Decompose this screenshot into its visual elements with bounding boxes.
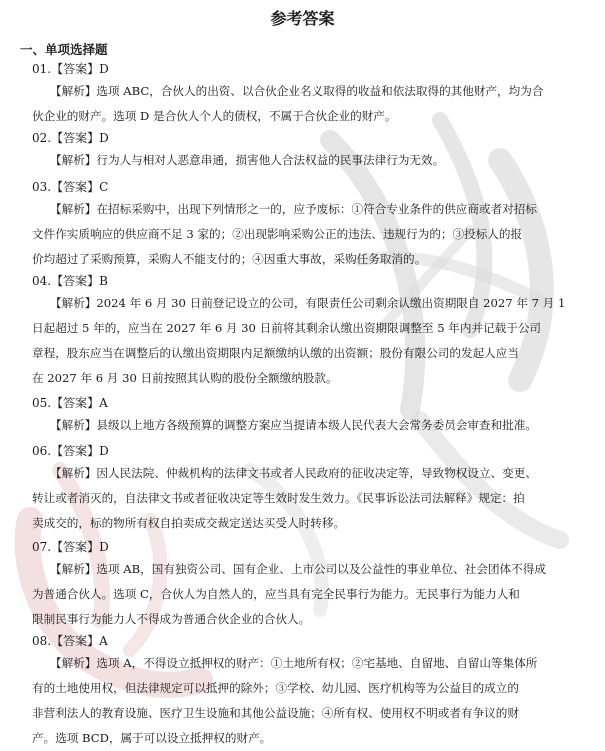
explanation-line: 价均超过了采购预算，采购人不能支付的；④因重大事故，采购任务取消的。 <box>32 252 427 266</box>
explanation-line: 伙企业的财产。选项 D 是合伙人个人的债权，不属于合伙企业的财产。 <box>32 109 397 123</box>
explanation-line: 有的土地使用权，但法律规定可以抵押的除外；③学校、幼儿园、医疗机构等为公益目的成立的 <box>32 681 519 695</box>
explanation-line: 【解析】县级以上地方各级预算的调整方案应当提请本级人民代表大会常务委员会审查和批准。 <box>50 418 537 432</box>
answer-line: 04.【答案】B <box>32 274 108 288</box>
explanation <box>32 291 587 391</box>
explanation <box>32 651 587 751</box>
explanation-line: 【解析】选项 A，不得设立抵押权的财产：①土地所有权；②宅基地、自留地、自留山等集体所 <box>50 656 538 670</box>
explanation-line: 【解析】在招标采购中，出现下列情形之一的，应予废标：①符合专业条件的供应商或者对招标 <box>50 202 537 216</box>
explanation-line: 限制民事行为能力人不得成为普通合伙企业的合伙人。 <box>32 612 311 626</box>
explanation-line: 产。选项 BCD，属于可以设立抵押权的财产。 <box>32 731 272 745</box>
explanation-line: 文件作实质响应的供应商不足 3 家的；②出现影响采购公正的违法、违规行为的；③投标人的报 <box>32 227 523 241</box>
answer-line: 01.【答案】D <box>32 62 109 76</box>
answer-line: 07.【答案】D <box>32 540 109 554</box>
explanation <box>32 197 587 272</box>
answer-line: 05.【答案】A <box>32 396 108 410</box>
explanation-line: 在 2027 年 6 月 30 日前按照其认购的股份全额缴纳股款。 <box>32 371 338 385</box>
explanation-line: 卖成交的，标的物所有权自拍卖成交裁定送达买受人时转移。 <box>32 516 346 530</box>
explanation <box>32 557 587 632</box>
explanation-line: 非营利法人的教育设施、医疗卫生设施和其他公益设施；④所有权、使用权不明或者有争议的财 <box>32 706 519 720</box>
explanation <box>32 79 587 129</box>
answer-line: 08.【答案】A <box>32 634 108 648</box>
explanation-line: 【解析】选项 AB，国有独资公司、国有企业、上市公司以及公益性的事业单位、社会团体不得成 <box>50 562 546 576</box>
explanation-line: 【解析】因人民法院、仲裁机构的法律文书或者人民政府的征收决定等，导致物权设立、变更、 <box>50 466 537 480</box>
explanation <box>32 461 587 536</box>
explanation-line: 【解析】选项 ABC，合伙人的出资、以合伙企业名义取得的收益和依法取得的其他财产，均为合 <box>50 84 544 98</box>
explanation-line: 转让或者消灭的，自法律文书或者征收决定等生效时发生效力。《民事诉讼法司法解释》规定：拍 <box>32 491 525 505</box>
explanation-line: 【解析】2024 年 6 月 30 日前登记设立的公司，有限责任公司剩余认缴出资期限自 2027 年 7 月 1 <box>50 296 566 310</box>
explanation-line: 章程，股东应当在调整后的认缴出资期限内足额缴纳认缴的出资额；股份有限公司的发起人应当 <box>32 346 519 360</box>
answer-line: 06.【答案】D <box>32 444 109 458</box>
section-title: 一、单项选择题 <box>20 42 108 57</box>
answer-line: 02.【答案】D <box>32 131 109 145</box>
answer-line: 03.【答案】C <box>32 180 109 194</box>
explanation-line: 日起超过 5 年的，应当在 2027 年 6 月 30 日前将其剩余认缴出资期限调整至 5 年内并记载于公司 <box>32 321 542 335</box>
page-title: 参考答案 <box>270 9 335 28</box>
explanation-line: 【解析】行为人与相对人恶意串通，损害他人合法权益的民事法律行为无效。 <box>50 153 445 167</box>
explanation-line: 为普通合伙人。选项 C，合伙人为自然人的，应当具有完全民事行为能力。无民事行为能力人和 <box>32 587 520 601</box>
explanation <box>52 148 587 173</box>
explanation <box>52 413 587 438</box>
